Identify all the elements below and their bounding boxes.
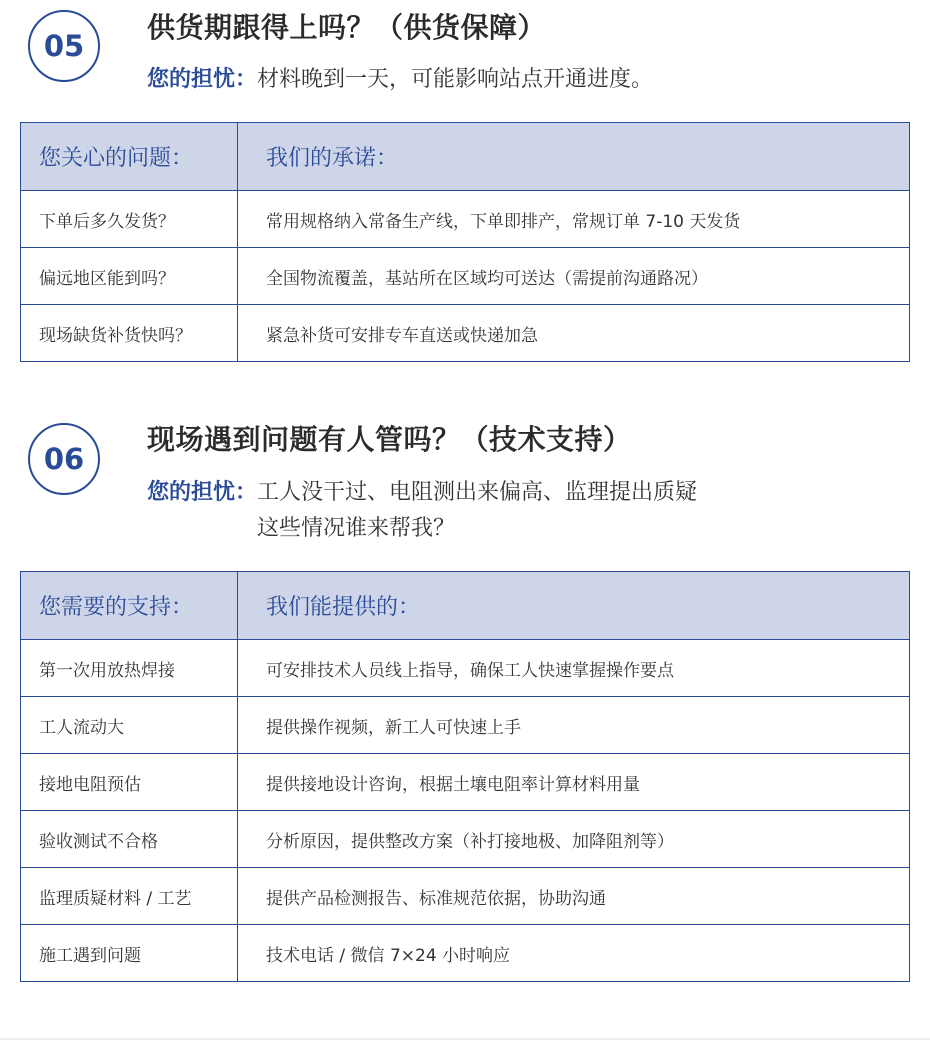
row-question: 偏远地区能到吗？: [21, 248, 238, 305]
row-answer: 可安排技术人员线上指导，确保工人快速掌握操作要点: [238, 640, 910, 697]
concern: [147, 62, 653, 98]
concern-label: 您的担忧：: [147, 480, 258, 505]
concern-line: 这些情况谁来帮我？: [257, 516, 456, 541]
row-answer: 提供接地设计咨询，根据土壤电阻率计算材料用量: [238, 754, 910, 811]
header-answer: 我们的承诺：: [238, 123, 910, 191]
row-question: 下单后多久发货？: [21, 191, 238, 248]
section-number: 06: [43, 442, 85, 476]
header-question: 您关心的问题：: [21, 123, 238, 191]
table-row: [21, 191, 910, 248]
row-answer: 分析原因，提供整改方案（补打接地极、加降阻剂等）: [238, 811, 910, 868]
row-answer: 全国物流覆盖，基站所在区域均可送达（需提前沟通路况）: [238, 248, 910, 305]
section-title: 供货期跟得上吗？（供货保障）: [147, 11, 547, 44]
row-question: 工人流动大: [21, 697, 238, 754]
table-row: [21, 305, 910, 362]
section-number-badge: [28, 10, 100, 82]
section-number-badge: [28, 423, 100, 495]
row-question: 第一次用放热焊接: [21, 640, 238, 697]
table-row: [21, 754, 910, 811]
concern-text: [257, 475, 697, 547]
table-header-row: [21, 123, 910, 191]
row-answer: 技术电话 / 微信 7×24 小时响应: [238, 925, 910, 982]
table-row: [21, 248, 910, 305]
row-question: 施工遇到问题: [21, 925, 238, 982]
row-answer: 紧急补货可安排专车直送或快递加急: [238, 305, 910, 362]
row-answer: 提供产品检测报告、标准规范依据，协助沟通: [238, 868, 910, 925]
support-table: [20, 571, 910, 982]
concern-line: 工人没干过、电阻测出来偏高、监理提出质疑: [257, 480, 698, 505]
row-question: 接地电阻预估: [21, 754, 238, 811]
section-number: 05: [43, 29, 85, 63]
table-row: [21, 925, 910, 982]
row-question: 监理质疑材料 / 工艺: [21, 868, 238, 925]
row-question: 现场缺货补货快吗？: [21, 305, 238, 362]
supply-table: [20, 122, 910, 362]
section-title: 现场遇到问题有人管吗？（技术支持）: [147, 423, 632, 456]
table-row: [21, 811, 910, 868]
bottom-divider: [0, 1038, 930, 1040]
table-header-row: [21, 572, 910, 640]
header-answer: 我们能提供的：: [238, 572, 910, 640]
row-question: 验收测试不合格: [21, 811, 238, 868]
row-answer: 常用规格纳入常备生产线，下单即排产，常规订单 7-10 天发货: [238, 191, 910, 248]
table-row: [21, 697, 910, 754]
table-row: [21, 640, 910, 697]
header-question: 您需要的支持：: [21, 572, 238, 640]
concern-line: 材料晚到一天，可能影响站点开通进度。: [257, 67, 654, 92]
concern-label: 您的担忧：: [147, 67, 258, 92]
concern-text: [257, 62, 653, 98]
row-answer: 提供操作视频，新工人可快速上手: [238, 697, 910, 754]
table-row: [21, 868, 910, 925]
concern: [147, 475, 697, 547]
